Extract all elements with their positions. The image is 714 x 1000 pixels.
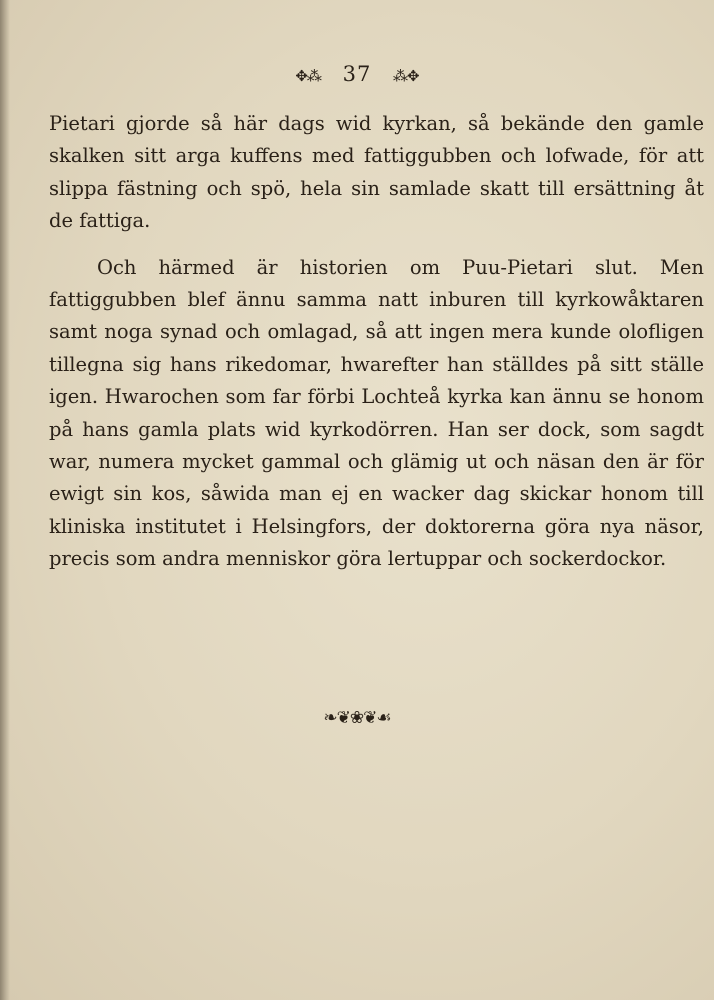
page-header <box>0 62 714 86</box>
paragraph-1: Pietari gjorde så här dags wid kyrkan, så bekände den gamle skalken sitt arga kuffens med fattiggubben och lofwade, för att slippa fästning och spö, hela sin samlade skatt till ersättning åt de fattiga. <box>49 112 704 233</box>
header-ornament-right: ⁂✥ <box>393 67 419 85</box>
end-ornament: ❧❦❀❦☙ <box>323 708 391 728</box>
header-ornament-left: ✥⁂ <box>295 67 321 85</box>
page-gutter <box>0 0 10 1000</box>
page-number: 37 <box>342 62 372 86</box>
paragraph-2: Och härmed är historien om Puu-Pietari slut. Men fattiggubben blef ännu samma natt inburen till kyrkowåktaren samt noga synad och omlagad, så att ingen mera kunde olofligen tillegna sig hans rikedomar, hwarefter han ställdes på sitt ställe igen. Hwarochen som far förbi Lochteå kyrka kan ännu se honom på hans gamla plats wid kyrkodörren. Han ser dock, som sagdt war, numera mycket gammal och glämig ut och näsan den är för ewigt sin kos, såwida man ej en wacker dag skickar honom till kliniska institutet i Helsingfors, der doktorerna göra nya näsor, precis som andra menniskor göra lertuppar och sockerdockor. <box>49 255 704 571</box>
body-text <box>49 108 704 576</box>
